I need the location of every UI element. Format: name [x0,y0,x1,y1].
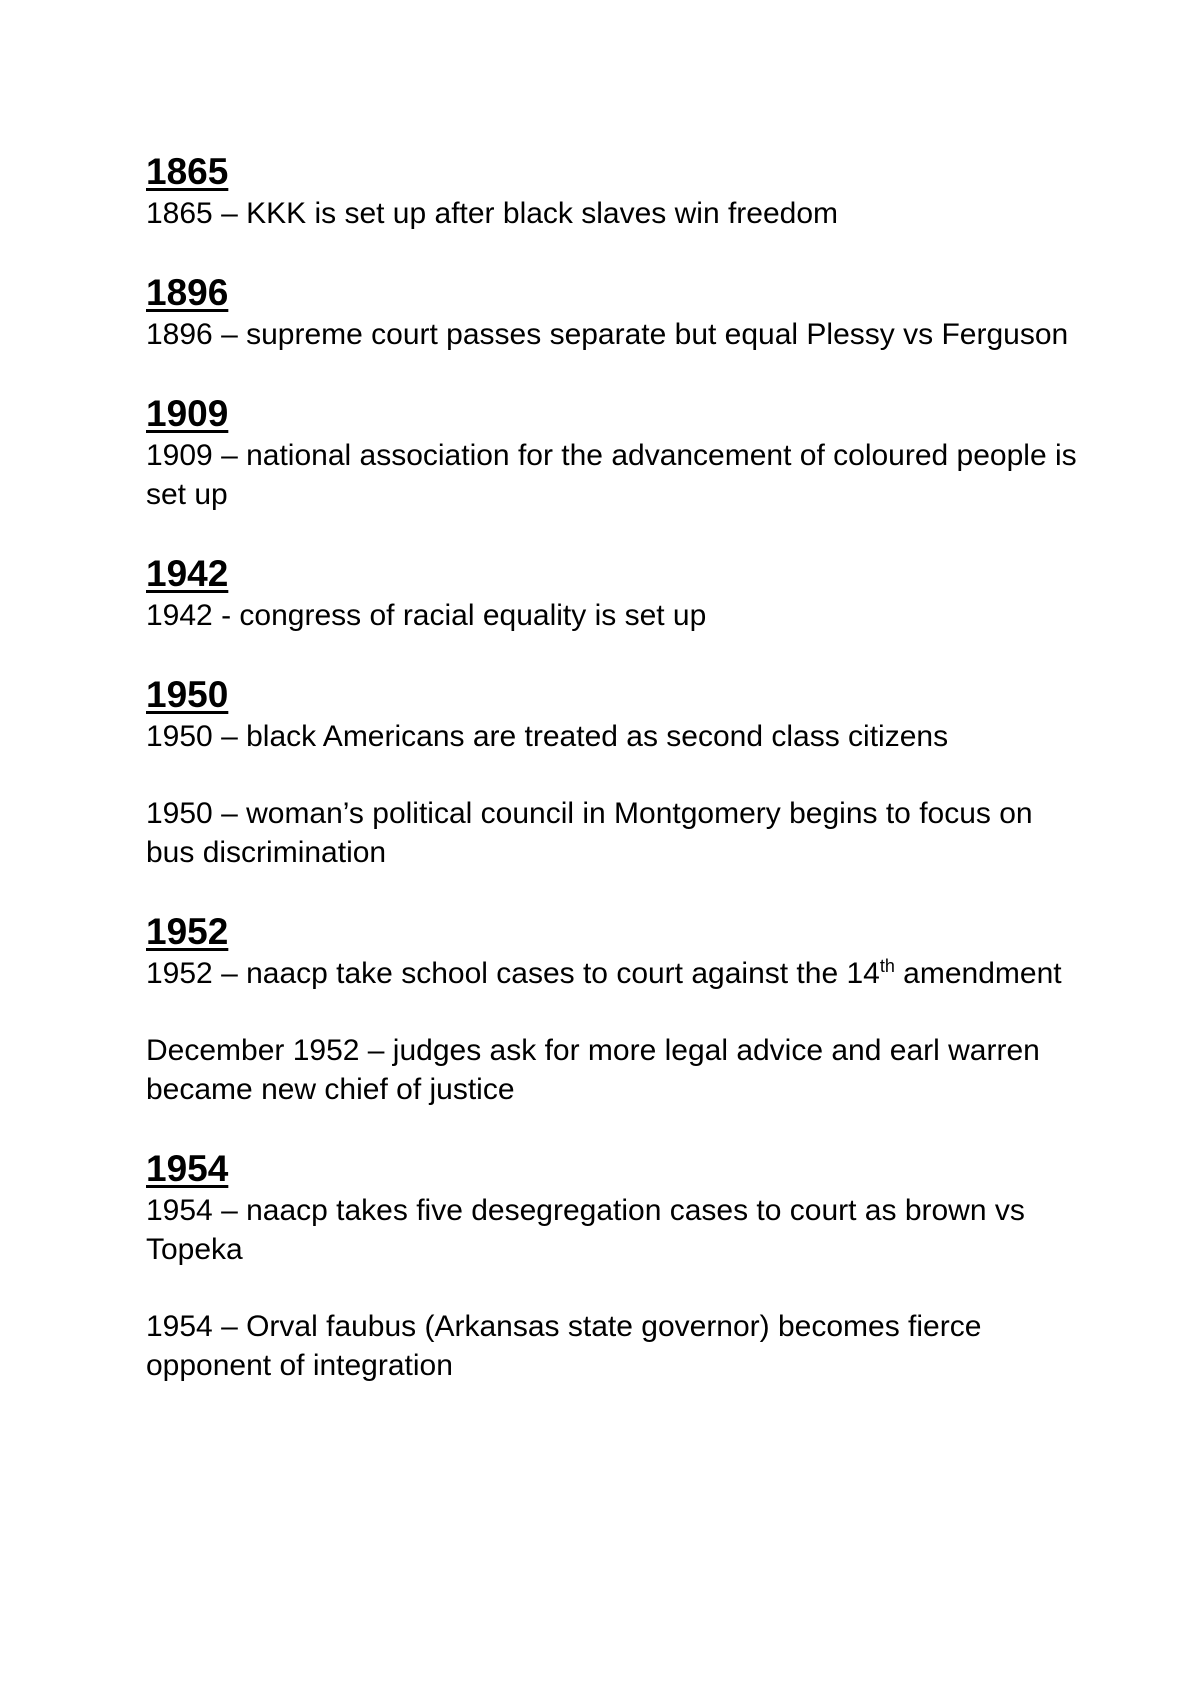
timeline-entry: 1954 – Orval faubus (Arkansas state governor) becomes fierce opponent of integration [146,1310,982,1382]
year-heading: 1865 [146,151,229,192]
year-heading: 1950 [146,674,229,715]
year-heading: 1942 [146,553,229,594]
section-1896 [146,271,1086,354]
section-1909 [146,392,1086,514]
year-heading: 1909 [146,393,229,434]
timeline-entry: 1865 – KKK is set up after black slaves win freedom [146,197,839,230]
section-1954 [146,1147,1086,1385]
entry-text: 1952 – naacp take school cases to court against the 14 [146,957,880,990]
year-heading: 1952 [146,911,229,952]
year-heading: 1896 [146,272,229,313]
document-page [146,150,1086,1423]
section-1950 [146,673,1086,872]
timeline-entry: December 1952 – judges ask for more legal advice and earl warren became new chief of justice [146,1034,1040,1106]
timeline-entry: 1954 – naacp takes five desegregation cases to court as brown vs Topeka [146,1194,1025,1266]
timeline-entry [146,954,1086,993]
timeline-entry: 1909 – national association for the advancement of coloured people is set up [146,439,1077,511]
superscript-suffix: th [879,956,895,976]
year-heading: 1954 [146,1148,229,1189]
timeline-entry: 1950 – black Americans are treated as second class citizens [146,720,949,753]
timeline-entry: 1950 – woman’s political council in Montgomery begins to focus on bus discrimination [146,797,1033,869]
timeline-entry: 1942 - congress of racial equality is set up [146,599,707,632]
section-1952 [146,910,1086,1109]
section-1865 [146,150,1086,233]
entry-text-continued: amendment [894,957,1062,990]
timeline-entry: 1896 – supreme court passes separate but equal Plessy vs Ferguson [146,318,1069,351]
section-1942 [146,552,1086,635]
